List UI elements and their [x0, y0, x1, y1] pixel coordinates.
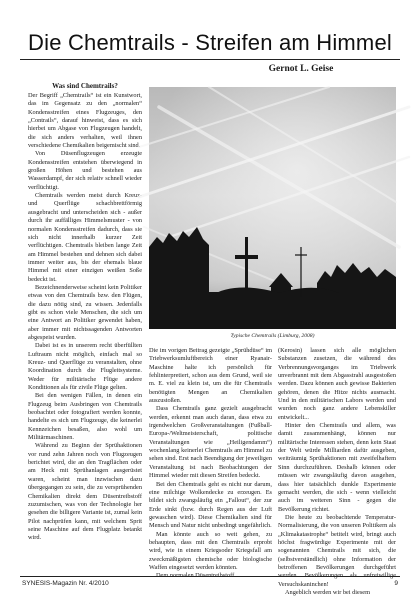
- paragraph: Man könnte auch so weit gehen, zu behaupten, dass mit den Chemtrails erprobt wird, wie in einem Kriegsoder Kriegsfall am zweckmäßigsten chemische oder biologische Waffen eingesetzt werden könnten.: [149, 530, 272, 571]
- paragraph: (Kerosin) lassen sich alle möglichen Substanzen zusetzen, die während des Verbrennungsvorganges im Triebwerk unverbrannt mit dem Abgasstrahl ausgestoßen werden. Dazu können auch gewisse Bakterien gehören, denen die Hitze nichts ausmacht. Und in den militärischen Labors werden und wurden noch ganz andere Lebenskiller entwickelt...: [278, 347, 396, 421]
- photo-caption: Typische Chemtrails (Limburg, 2008): [230, 333, 315, 339]
- magazine-issue: SYNESIS-Magazin Nr. 4/2010: [22, 580, 109, 587]
- paragraph: Dabei ist es in unserem recht überfüllten Luftraum nicht möglich, einfach mal so Kreuz- und Querflüge zu veranstalten, ohne Koordination durch die Flugleitsysteme. Weder für militärische Flüge andere Konditionen als für zivile Flüge gelten.: [28, 342, 142, 392]
- chemtrails-photo: [149, 87, 396, 329]
- text-column-1: [28, 82, 142, 576]
- paragraph: Während zu Beginn der Sprühaktionen vor rund zehn Jahren noch von Flugzeugen berichtet wird, die an den Tragflächen oder am Heck mit Sprühanlagen ausgerüstet waren, scheint man inzwischen dazu übergegangen zu sein, die zu versprühenden Chemikalien direkt dem Düsentreibstoff zuzumischen, was von der Technologie her gesehen die billigere Variante ist, zumal kein Pilot nachprüfen kann, mit welchem Sprit seine Maschine auf dem Flugplatz betankt wird.: [28, 442, 142, 542]
- paragraph: Bezeichnenderweise scheint kein Politiker etwas von den Chemtrails bzw. den Flügen, die dazu nötig sind, zu wissen. Jedenfalls gibt es schon viele Menschen, die sich um eine Antwort an Politiker gewendet haben, aber immer mit nichtssagenden Antworten abgespeist wurden.: [28, 283, 142, 341]
- text-column-2: [149, 347, 272, 576]
- top-rule: [20, 59, 400, 60]
- bottom-rule: [20, 576, 400, 577]
- article-author: Gernot L. Geise: [268, 64, 334, 74]
- paragraph: Bei den Chemtrails geht es nicht nur darum, eine milchige Wolkendecke zu erzeugen. Es bildet sich zwangsläufig ein „Fallout“, der zur Erde sinkt (bzw. durch Regen aus der Luft gewaschen wird). Diese Chemikalien sind für Mensch und Natur nicht unbedingt ungefährlich.: [149, 480, 272, 530]
- text-column-3: [278, 347, 396, 596]
- paragraph: Die heute zu beobachtende Temperatur-Normalisierung, die von unseren Politikern als „Klimakatastrophe“ betitelt wird, bringt auch höchst fragwürdige Experimente mit der sogenannten Chemtrails mit sich, die (selbstverständlich) ohne Information der betroffenen Bevölkerungen durchgeführt Versuchskaninchen!: [278, 513, 396, 588]
- paragraph: Angeblich werden wir bei diesem: [285, 588, 370, 596]
- sky-with-trails-image: [149, 87, 396, 329]
- paragraph: Von Düsenflugzeugen erzeugte Kondensstreifen entstehen überwiegend in großen Höhen und bestehen aus Wasserdampf, der sich relativ schnell wieder verflüchtigt.: [28, 150, 142, 191]
- paragraph: Der Begriff „Chemtrails“ ist ein Kunstwort, das im Gegensatz zu den „normalen“ Kondensstreifen eines Flugzeuges, den „Contrails“, darauf hinweist, dass es sich hierbei um Abgase von Flugzeugen handelt, die sich anders verhalten, weil ihnen verschiedene Chemikalien beigemischt sind.: [28, 92, 142, 150]
- section-heading: Was sind Chemtrails?: [52, 82, 118, 90]
- paragraph: Die im vorigen Beitrag gezeigte „Sprühdüse“ im Triebwerksumluftbereich einer Ryanair-Maschine halte ich persönlich für fehlinterpretiert, schon aus dem Grund, weil sie m. E. viel zu klein ist, um die für Chemtrails benötigten Mengen an Chemikalien auszustoßen.: [149, 347, 272, 405]
- article-title: Die Chemtrails - Streifen am Himmel: [28, 30, 392, 55]
- paragraph: Bei den wenigen Fällen, in denen ein Flugzeug beim Ausbringen von Chemtrails beobachtet oder fotografiert werden konnte, handelte es sich um Flugzeuge, die keinerlei Kennzeichen besaßen, also wohl um Militärmaschinen.: [28, 392, 142, 442]
- paragraph: Hinter den Chemtrails und allem, was damit zusammenhängt, können nur militärische Interessen stehen, denn kein Staat der Welt würde Milliarden dafür ausgeben, weiträumig Sprühaktionen mit zweifelhaftem Sinn durchzuführen. Deshalb können oder müssen wir zwangsläufig davon ausgehen, dass hier tatsächlich dunkle Experimente gemacht werden, die sich - wenn vielleicht auch im weiteren Sinn - gegen die Bevölkerung richtet.: [278, 422, 396, 513]
- paragraph: Chemtrails werden meist durch Kreuz- und Querflüge schachbrettförmig ausgebracht und unterscheiden sich - außer durch ihr auffälliges Himmelsmuster - von normalen Kondensstreifen dadurch, dass sie sich nicht innerhalb kurzer Zeit verflüchtigen. Chemtrails bleiben lange Zeit am Himmel bestehen und dehnen sich dabei immer weiter aus, bis der ehemals blaue Himmel mit einer einzigen weißen Soße bedeckt ist.: [28, 192, 142, 283]
- page-number: 9: [394, 580, 398, 587]
- paragraph: Dass Chemtrails ganz gezielt ausgebracht werden, erkennt man auch daran, dass etwa zu irgendwelchen Großveranstaltungen (Fußball-Europa-/Weltmeisterschaft, politische Veranstaltungen wie „Heiligendamm“) wochenlang keinerlei Chemtrails am Himmel zu sehen sind. Erst nach Beendigung der jeweiligen Veranstaltung ist nach Beobachtungen der Himmel wieder mit diesen Streifen bedeckt.: [149, 405, 272, 480]
